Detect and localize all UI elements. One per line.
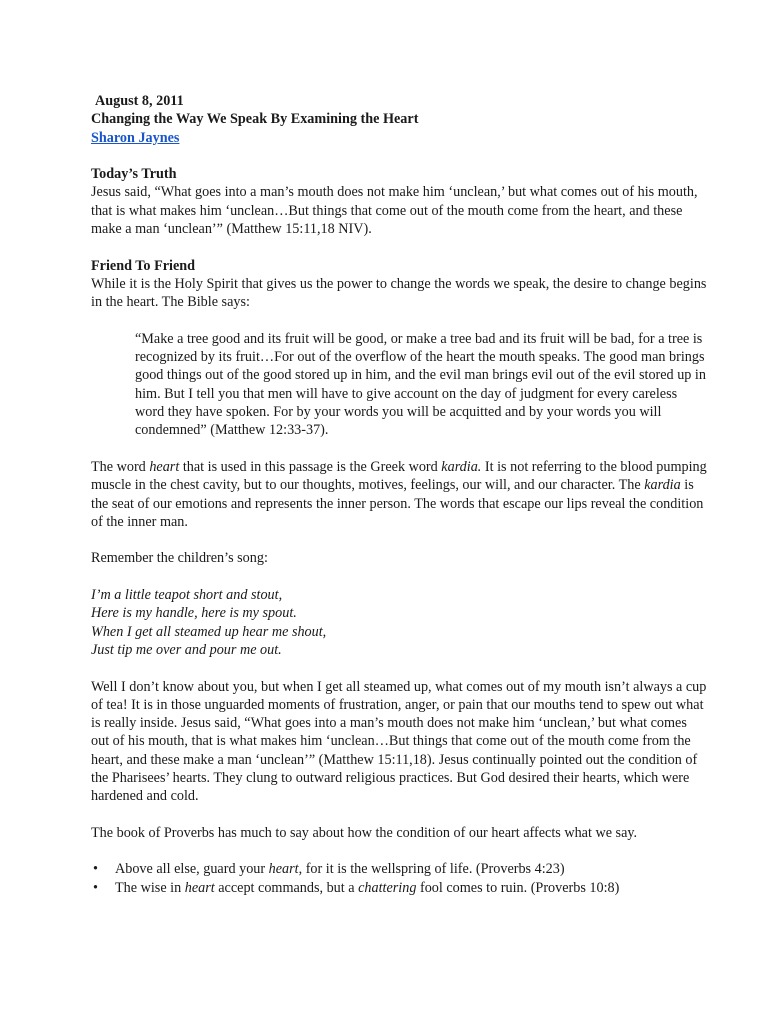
friend-to-friend-intro: While it is the Holy Spirit that gives us the power to change the words we speak, the desire to change begins in the heart. The Bible says: bbox=[91, 275, 707, 311]
kardia-word-heart: heart bbox=[149, 458, 180, 475]
kardia-paragraph bbox=[91, 458, 708, 531]
bullet-italic-word: chattering bbox=[358, 879, 417, 896]
bullet-italic-word: heart bbox=[268, 861, 299, 878]
bullet-text: accept commands, but a bbox=[214, 879, 359, 896]
bullet-italic-word: heart bbox=[184, 879, 215, 896]
kardia-text-2: that is used in this passage is the Greek word bbox=[179, 458, 442, 475]
song-line: Here is my handle, here is my spout. bbox=[91, 605, 297, 622]
steamed-paragraph: Well I don’t know about you, but when I get all steamed up, what comes out of my mouth isn’t always a cup of tea! It is in those unguarded moments of frustration, anger, or pain that our mouths tend to spew out what is really inside. Jesus said, “What goes into a man’s mouth does not make him ‘unclean,’ but what comes out of his mouth, that is what makes him ‘unclean…But things that come out of the mouth come from the heart, and these make a man ‘unclean’” (Matthew 15:11,18). Jesus continually pointed out the condition of the Pharisees’ hearts. They clung to outward religious practices. But God desired their hearts, which were hardened and cold. bbox=[91, 678, 707, 805]
list-item bbox=[115, 860, 708, 878]
proverbs-list bbox=[91, 860, 708, 897]
bullet-text: , for it is the wellspring of life. (Proverbs 4:23) bbox=[298, 861, 565, 878]
article-title: Changing the Way We Speak By Examining the Heart bbox=[91, 111, 419, 128]
song-line: When I get all steamed up hear me shout, bbox=[91, 623, 327, 640]
post-date: August 8, 2011 bbox=[95, 93, 184, 109]
teapot-song bbox=[91, 586, 708, 659]
list-item bbox=[115, 879, 708, 897]
proverbs-intro: The book of Proverbs has much to say about how the condition of our heart affects what we say. bbox=[91, 824, 638, 841]
song-line: I’m a little teapot short and stout, bbox=[91, 587, 283, 604]
scripture-quote: “Make a tree good and its fruit will be good, or make a tree bad and its fruit will be bad, for a tree is recognized by its fruit…For out of the overflow of the heart the mouth speaks. The good man brings good things out of the good stored up in him, and the evil man brings evil out of the evil stored up in him. But I tell you that men will have to give account on the day of judgment for every careless word they have spoken. For by your words you will be acquitted and by your words you will condemned” (Matthew 12:33-37). bbox=[135, 330, 706, 439]
bullet-text: Above all else, guard your bbox=[115, 861, 269, 878]
bullet-text: The wise in bbox=[115, 879, 185, 896]
author-link[interactable]: Sharon Jaynes bbox=[91, 129, 180, 146]
song-line: Just tip me over and pour me out. bbox=[91, 641, 282, 658]
kardia-word-kardia: kardia. bbox=[441, 458, 482, 475]
kardia-text-1: The word bbox=[91, 458, 150, 475]
friend-to-friend-heading: Friend To Friend bbox=[91, 257, 196, 274]
kardia-word-kardia-2: kardia bbox=[644, 477, 681, 494]
kardia-text-3: It is not referring to the blood pumping muscle in the chest cavity, but to our thoughts, motives, feelings, our will, and our character. The bbox=[91, 458, 707, 494]
song-intro: Remember the children’s song: bbox=[91, 550, 268, 567]
todays-truth-text: Jesus said, “What goes into a man’s mouth does not make him ‘unclean,’ but what comes out of his mouth, that is what makes him ‘unclean…But things that come out of the mouth come from the heart, and these make a man ‘unclean’” (Matthew 15:11,18 NIV). bbox=[91, 184, 698, 238]
bullet-text: fool comes to ruin. (Proverbs 10:8) bbox=[416, 879, 620, 896]
kardia-text-4: is the seat of our emotions and represents the inner person. The words that escape our lips reveal the condition of the inner man. bbox=[91, 477, 704, 530]
todays-truth-heading: Today’s Truth bbox=[91, 166, 177, 183]
